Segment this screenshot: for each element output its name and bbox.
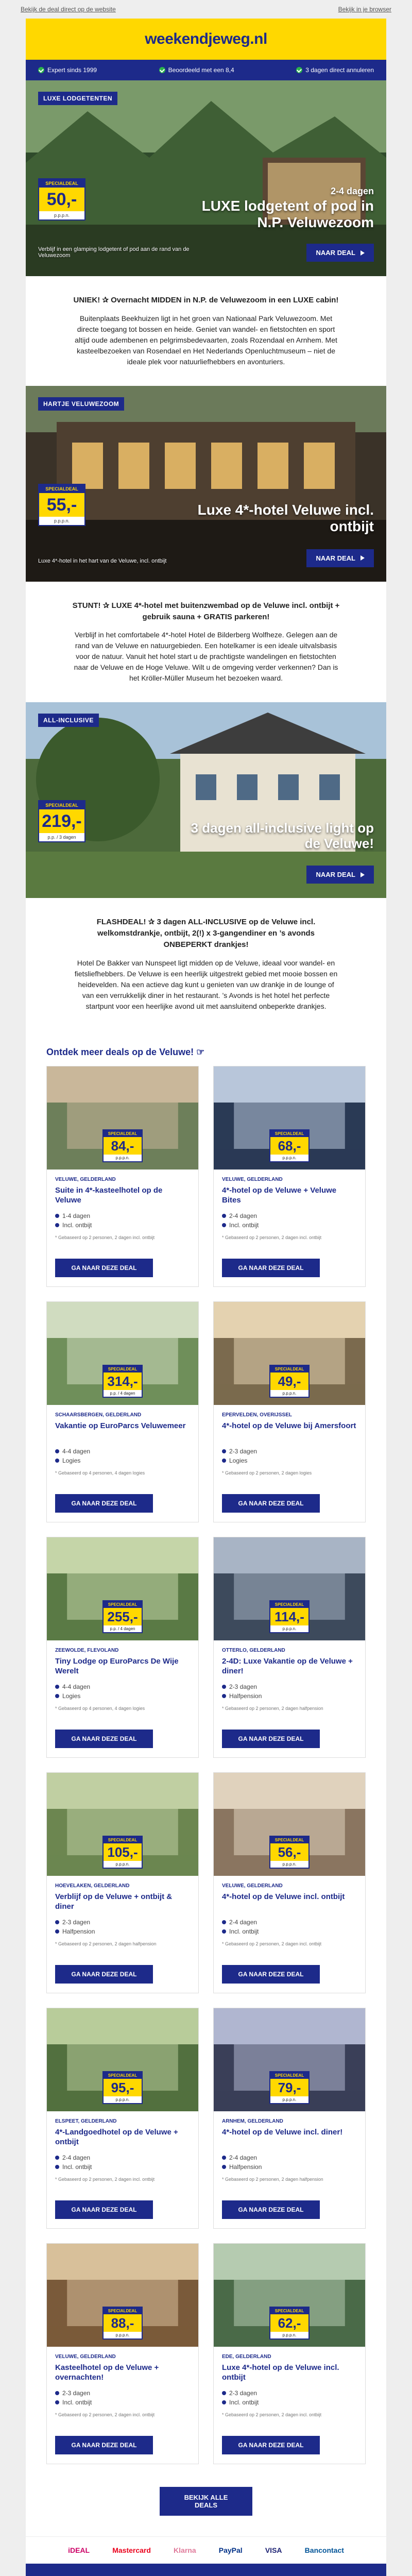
deal-duration: 2-3 dagen — [222, 1448, 357, 1455]
go-to-deal-button[interactable]: GA NAAR DEZE DEAL — [55, 1494, 153, 1513]
deal-title[interactable]: 4*-Landgoedhotel op de Veluwe + ontbijt — [55, 2127, 178, 2146]
deal-body — [214, 2111, 365, 2228]
deal-card[interactable] — [213, 1537, 366, 1758]
ideal-icon: iDEAL — [68, 2546, 90, 2554]
hero-all-inclusive[interactable] — [26, 702, 386, 898]
deal-location: SCHAARSBERGEN, GELDERLAND — [55, 1412, 142, 1418]
deal-body — [214, 1170, 365, 1286]
deal-body — [47, 1170, 198, 1286]
deal-duration: 2-4 dagen — [55, 2154, 190, 2161]
deal-duration: 2-3 dagen — [222, 2389, 357, 2397]
price-badge: SPECIALDEAL 114,- p.p.p.n. — [269, 1600, 310, 1633]
deal-image — [214, 1537, 365, 1640]
meal-icon — [222, 1459, 226, 1463]
deal-card[interactable] — [213, 2008, 366, 2229]
usp-item: Beoordeeld met een 8,4 — [159, 66, 234, 74]
intro-copy — [26, 276, 386, 386]
calendar-icon — [222, 2391, 226, 2395]
calendar-icon — [55, 2391, 59, 2395]
klarna-icon: Klarna — [174, 2546, 196, 2554]
mastercard-icon: Mastercard — [112, 2546, 151, 2554]
naar-deal-button[interactable]: NAAR DEAL — [306, 549, 374, 567]
deal-board: Logies — [222, 1457, 357, 1464]
deal-card[interactable] — [46, 1537, 199, 1758]
deal-title[interactable]: Verblijf op de Veluwe + ontbijt & diner — [55, 1892, 173, 1911]
deal-location: ELSPEET, GELDERLAND — [55, 2118, 117, 2124]
deal-card[interactable] — [213, 2243, 366, 2464]
calendar-icon — [222, 1214, 226, 1218]
deal-title[interactable]: Kasteelhotel op de Veluwe + overnachten! — [55, 2363, 159, 2382]
deal-card[interactable] — [213, 1066, 366, 1287]
copy-heading: STUNT! ✰ LUXE 4*-hotel met buitenzwembad op de Veluwe incl. ontbijt + gebruik sauna + GRATIS parkeren! — [72, 601, 340, 621]
deal-location: OTTERLO, GELDERLAND — [222, 1647, 285, 1653]
calendar-icon — [222, 2156, 226, 2160]
deal-note: * Gebaseerd op 2 personen, 2 dagen incl. ontbijt — [55, 1234, 155, 1240]
deal-card[interactable] — [46, 1772, 199, 1993]
deal-body — [47, 1640, 198, 1757]
hero-title: LUXE lodgetent of pod in N.P. Veluwezoom — [201, 198, 374, 231]
deal-note: * Gebaseerd op 2 personen, 2 dagen incl. ontbijt — [55, 2412, 155, 2417]
price-badge: SPECIALDEAL 84,- p.p.p.n. — [102, 1129, 143, 1162]
calendar-icon — [222, 1685, 226, 1689]
deal-note: * Gebaseerd op 2 personen, 2 dagen halfpension — [222, 2176, 323, 2182]
naar-deal-button[interactable]: NAAR DEAL — [306, 244, 374, 262]
go-to-deal-button[interactable]: GA NAAR DEZE DEAL — [222, 1965, 320, 1984]
copy-heading: FLASHDEAL! ✰ 3 dagen ALL-INCLUSIVE op de Veluwe incl. welkomstdrankje, ontbijt, 2(!) x 3-gangendiner en ’s avonds ONBEPERKT drankjes! — [96, 918, 316, 949]
deal-image — [47, 1302, 198, 1405]
view-browser-link[interactable]: Bekijk in je browser — [338, 6, 391, 13]
hero-tag: ALL-INCLUSIVE — [38, 714, 99, 727]
deal-title[interactable]: 4*-hotel op de Veluwe + Veluwe Bites — [222, 1185, 337, 1205]
go-to-deal-button[interactable]: GA NAAR DEZE DEAL — [55, 2436, 153, 2454]
deal-title[interactable]: 2-4D: Luxe Vakantie op de Veluwe + diner! — [222, 1656, 353, 1675]
arrow-right-icon — [360, 872, 365, 877]
deal-board: Halfpension — [222, 1692, 357, 1700]
deal-duration: 2-3 dagen — [55, 1919, 190, 1926]
meal-icon — [222, 2165, 226, 2169]
deal-title[interactable]: Vakantie op EuroParcs Veluwemeer — [55, 1421, 186, 1430]
go-to-deal-button[interactable]: GA NAAR DEZE DEAL — [55, 1965, 153, 1984]
price-badge: SPECIALDEAL 105,- p.p.p.n. — [102, 1836, 143, 1869]
hero-desc: Verblijf in een glamping lodgetent of pod aan de rand van de Veluwezoom — [38, 246, 190, 259]
price-badge: SPECIALDEAL 219,- p.p. / 3 dagen — [38, 800, 85, 842]
calendar-icon — [55, 2156, 59, 2160]
meal-icon — [55, 1223, 59, 1227]
deal-image — [47, 1537, 198, 1640]
deal-title[interactable]: Luxe 4*-hotel op de Veluwe incl. ontbijt — [222, 2363, 339, 2382]
price-badge: SPECIALDEAL 49,- p.p.p.n. — [269, 1365, 310, 1398]
deal-location: ARNHEM, GELDERLAND — [222, 2118, 283, 2124]
bancontact-icon: Bancontact — [304, 2546, 344, 2554]
hero-lodgetent[interactable] — [26, 80, 386, 276]
calendar-icon — [222, 1449, 226, 1453]
meal-icon — [55, 1694, 59, 1698]
deal-board: Logies — [55, 1692, 190, 1700]
usp-item: Expert sinds 1999 — [38, 66, 97, 74]
copy-text: Verblijf in het comfortabele 4*-hotel Hotel de Bilderberg Wolfheze. Gelegen aan de rand van de Veluwe en natuurgebieden. Een hotelkamer is een ideale uitvalsbasis voor de natuur. Vanuit het hotel start u de prachtigste wandelingen en fietstochten naar de Veluwe en de Hoge Veluwe. Wilt u de omgeving verder verkennen? Dan is het Kröller-Müller Museum het bezoeken waard. — [74, 631, 338, 683]
deal-card[interactable] — [46, 1066, 199, 1287]
deal-image — [214, 1302, 365, 1405]
deal-board: Incl. ontbijt — [222, 1928, 357, 1935]
price-badge: SPECIALDEAL 55,- p.p.p.n. — [38, 484, 85, 526]
hero-duration: 2-4 dagen — [330, 186, 374, 196]
visa-icon: VISA — [265, 2546, 282, 2554]
logo[interactable]: weekendjeweg.nl — [145, 30, 267, 47]
price-badge: SPECIALDEAL 62,- p.p.p.n. — [269, 2307, 310, 2340]
meal-icon — [222, 1929, 226, 1934]
deal-board: Incl. ontbijt — [55, 1222, 190, 1229]
top-note — [0, 0, 412, 19]
deal-image — [214, 1066, 365, 1170]
deal-grid — [26, 1066, 386, 2464]
arrow-right-icon — [360, 250, 365, 256]
email-container — [26, 19, 386, 2576]
go-to-deal-button[interactable]: GA NAAR DEZE DEAL — [222, 1730, 320, 1748]
deal-body — [47, 2347, 198, 2464]
price-badge: SPECIALDEAL 50,- p.p.p.n. — [38, 178, 85, 221]
why-book-section — [26, 2564, 386, 2576]
meal-icon — [55, 1459, 59, 1463]
intro-copy — [26, 898, 386, 1030]
calendar-icon — [55, 1920, 59, 1924]
deal-title[interactable]: 4*-hotel op de Veluwe bij Amersfoort — [222, 1421, 356, 1430]
price-badge: SPECIALDEAL 56,- p.p.p.n. — [269, 1836, 310, 1869]
deal-duration: 2-4 dagen — [222, 2154, 357, 2161]
deal-body — [214, 1876, 365, 1993]
payment-methods — [26, 2536, 386, 2564]
calendar-icon — [222, 1920, 226, 1924]
deal-board: Incl. ontbijt — [222, 2399, 357, 2406]
view-deal-link[interactable]: Bekijk de deal direct op de website — [21, 6, 116, 13]
deal-board: Incl. ontbijt — [55, 2163, 190, 2171]
deal-duration: 4-4 dagen — [55, 1683, 190, 1690]
deal-duration: 2-3 dagen — [55, 2389, 190, 2397]
deal-duration: 2-4 dagen — [222, 1212, 357, 1219]
deal-duration: 4-4 dagen — [55, 1448, 190, 1455]
deal-note: * Gebaseerd op 2 personen, 2 dagen halfpension — [55, 1941, 157, 1946]
deal-body — [214, 1405, 365, 1522]
deal-board: Logies — [55, 1457, 190, 1464]
copy-text: Hotel De Bakker van Nunspeet ligt midden op de Veluwe, ideaal voor wandel- en fietsliefhebbers. De Veluwe is een heerlijk uitgestrekt gebied met mooie bossen en heidevelden. Na een actieve dag kunt u genieten van uw drankje in de lounge of van een verrukkelijk diner in het restaurant. ’s Avonds is het hotel het perfecte startpunt voor een heerlijke avond uit met aansluitend onbeperkte drankjes. — [74, 958, 338, 1010]
hero-tag: HARTJE VELUWEZOOM — [38, 397, 124, 411]
copy-heading: UNIEK! ✰ Overnacht MIDDEN in N.P. de Veluwezoom in een LUXE cabin! — [73, 296, 339, 304]
go-to-deal-button[interactable]: GA NAAR DEZE DEAL — [55, 1259, 153, 1277]
meal-icon — [222, 2400, 226, 2404]
price-badge: SPECIALDEAL 68,- p.p.p.n. — [269, 1129, 310, 1162]
calendar-icon — [55, 1685, 59, 1689]
calendar-icon — [55, 1214, 59, 1218]
intro-copy — [26, 582, 386, 703]
price-badge: SPECIALDEAL 314,- p.p. / 4 dagen — [102, 1365, 143, 1398]
deal-body — [47, 1405, 198, 1522]
deal-card[interactable] — [46, 2243, 199, 2464]
deal-title[interactable]: 4*-hotel op de Veluwe incl. ontbijt — [222, 1892, 345, 1901]
deal-title[interactable]: Tiny Lodge op EuroParcs De Wije Werelt — [55, 1656, 179, 1675]
go-to-deal-button[interactable]: GA NAAR DEZE DEAL — [55, 2200, 153, 2219]
deal-location: VELUWE, GELDERLAND — [55, 1176, 116, 1182]
usp-item: 3 dagen direct annuleren — [296, 66, 374, 74]
deal-note: * Gebaseerd op 2 personen, 2 dagen incl. ontbijt — [222, 1941, 322, 1946]
price-badge: SPECIALDEAL 255,- p.p. / 4 dagen — [102, 1600, 143, 1633]
deal-note: * Gebaseerd op 2 personen, 2 dagen halfpension — [222, 1705, 323, 1711]
price-badge: SPECIALDEAL 79,- p.p.p.n. — [269, 2071, 310, 2104]
go-to-deal-button[interactable]: GA NAAR DEZE DEAL — [222, 2436, 320, 2454]
arrow-right-icon — [360, 555, 365, 561]
deal-title[interactable]: 4*-hotel op de Veluwe incl. diner! — [222, 2127, 343, 2137]
go-to-deal-button[interactable]: GA NAAR DEZE DEAL — [55, 1730, 153, 1748]
calendar-icon — [55, 1449, 59, 1453]
go-to-deal-button[interactable]: GA NAAR DEZE DEAL — [222, 1494, 320, 1513]
deal-card[interactable] — [213, 1772, 366, 1993]
copy-text: Buitenplaats Beekhuizen ligt in het groen van Nationaal Park Veluwezoom. Met directe toegang tot bossen en heide. Geniet van wandel- en fietstochten en sport altijd oude adembenen en pelgrimsbedevaarten, zoals Rozendaal en Arnhem. Met kasteelbezoeken van Rosendael en Het Nederlands Openluchtmuseum – niet de ideale plek voor natuurliefhebbers en avonturiers. — [75, 314, 337, 366]
usp-bar — [26, 60, 386, 80]
go-to-deal-button[interactable]: GA NAAR DEZE DEAL — [222, 1259, 320, 1277]
deal-title[interactable]: Suite in 4*-kasteelhotel op de Veluwe — [55, 1185, 163, 1205]
deal-note: * Gebaseerd op 4 personen, 4 dagen logies — [55, 1470, 145, 1476]
check-icon — [296, 67, 302, 73]
deal-body — [214, 1640, 365, 1757]
meal-icon — [55, 2165, 59, 2169]
deal-location: VELUWE, GELDERLAND — [55, 2353, 116, 2360]
deal-location: EPERVELDEN, OVERIJSSEL — [222, 1412, 292, 1418]
deal-image — [214, 2008, 365, 2111]
deal-board: Incl. ontbijt — [222, 1222, 357, 1229]
deal-image — [47, 1773, 198, 1876]
header — [26, 19, 386, 60]
deal-body — [214, 2347, 365, 2464]
deal-note: * Gebaseerd op 4 personen, 4 dagen logies — [55, 1705, 145, 1711]
deal-image — [47, 2008, 198, 2111]
check-icon — [38, 67, 44, 73]
deal-note: * Gebaseerd op 2 personen, 2 dagen logies — [222, 1470, 312, 1476]
deal-body — [47, 1876, 198, 1993]
deal-note: * Gebaseerd op 2 personen, 2 dagen incl. ontbijt — [55, 2176, 155, 2182]
deal-image — [47, 1066, 198, 1170]
all-deals-button[interactable]: BEKIJK ALLE DEALS — [160, 2487, 252, 2516]
deal-card[interactable] — [46, 1301, 199, 1522]
hero-desc: Luxe 4*-hotel in het hart van de Veluwe, incl. ontbijt — [38, 557, 167, 564]
deal-location: ZEEWOLDE, FLEVOLAND — [55, 1647, 119, 1653]
deal-board: Halfpension — [222, 2163, 357, 2171]
meal-icon — [55, 1929, 59, 1934]
deal-location: HOEVELAKEN, GELDERLAND — [55, 1883, 130, 1889]
check-icon — [159, 67, 165, 73]
deal-location: VELUWE, GELDERLAND — [222, 1176, 283, 1182]
section-title: Ontdek meer deals op de Veluwe! ☞ — [46, 1046, 205, 1057]
meal-icon — [55, 2400, 59, 2404]
hero-title: Luxe 4*-hotel Veluwe incl. ontbijt — [197, 501, 374, 534]
deal-card[interactable] — [46, 2008, 199, 2229]
deal-duration: 2-3 dagen — [222, 1683, 357, 1690]
paypal-icon: PayPal — [218, 2546, 243, 2554]
deal-location: VELUWE, GELDERLAND — [222, 1883, 283, 1889]
deal-note: * Gebaseerd op 2 personen, 2 dagen incl. ontbijt — [222, 2412, 322, 2417]
deal-image — [214, 1773, 365, 1876]
meal-icon — [222, 1694, 226, 1698]
deal-card[interactable] — [213, 1301, 366, 1522]
deal-duration: 2-4 dagen — [222, 1919, 357, 1926]
hero-hotel[interactable] — [26, 386, 386, 582]
deal-location: EDE, GELDERLAND — [222, 2353, 271, 2360]
deal-board: Halfpension — [55, 1928, 190, 1935]
go-to-deal-button[interactable]: GA NAAR DEZE DEAL — [222, 2200, 320, 2219]
deal-body — [47, 2111, 198, 2228]
deal-image — [214, 2244, 365, 2347]
deal-note: * Gebaseerd op 2 personen, 2 dagen incl. ontbijt — [222, 1234, 322, 1240]
hero-tag: LUXE LODGETENTEN — [38, 92, 117, 105]
naar-deal-button[interactable]: NAAR DEAL — [306, 866, 374, 884]
deal-board: Incl. ontbijt — [55, 2399, 190, 2406]
meal-icon — [222, 1223, 226, 1227]
price-badge: SPECIALDEAL 95,- p.p.p.n. — [102, 2071, 143, 2104]
deal-image — [47, 2244, 198, 2347]
hero-title: 3 dagen all-inclusive light op de Veluwe! — [191, 820, 374, 852]
price-badge: SPECIALDEAL 88,- p.p.p.n. — [102, 2307, 143, 2340]
deal-duration: 1-4 dagen — [55, 1212, 190, 1219]
